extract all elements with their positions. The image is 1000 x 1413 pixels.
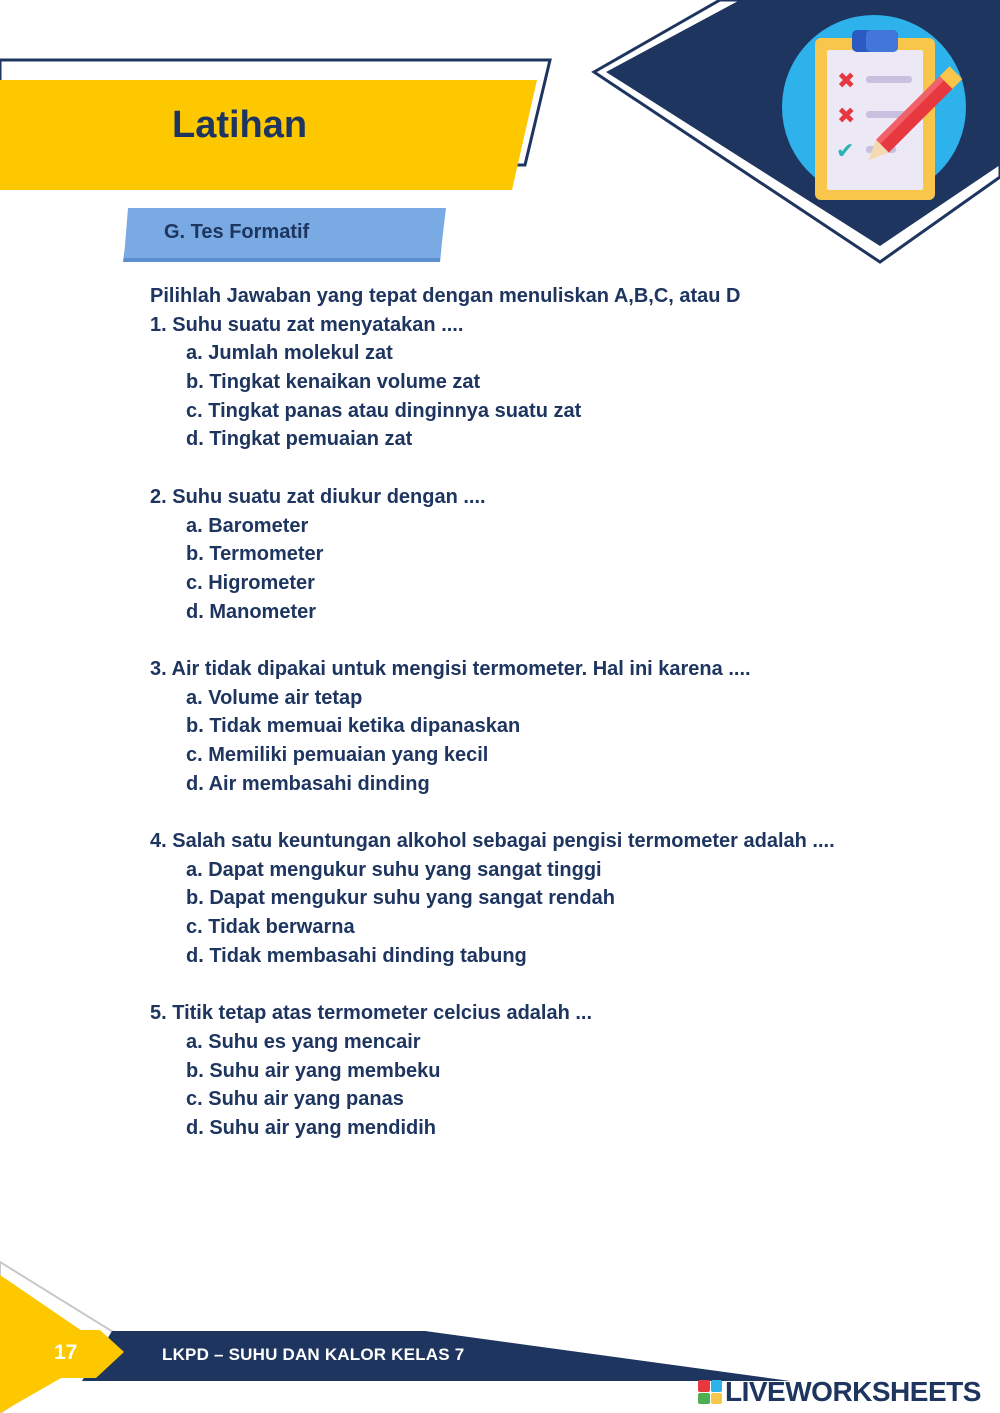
svg-text:✔: ✔ <box>836 139 855 164</box>
q5-option-c: c. Suhu air yang panas <box>186 1088 404 1111</box>
q2-option-c: c. Higrometer <box>186 571 315 594</box>
q2-option-b: b. Termometer <box>186 543 324 566</box>
q3-option-b: b. Tidak memuai ketika dipanaskan <box>186 715 521 738</box>
brand-name: LIVEWORKSHEETS <box>725 1376 981 1407</box>
page-number: 17 <box>54 1341 78 1364</box>
spacer <box>150 454 970 483</box>
q3-option-d: d. Air membasahi dinding <box>186 772 430 795</box>
section-label: G. Tes Formatif <box>164 221 310 243</box>
quiz-content <box>150 282 970 1143</box>
q3-option-c: c. Memiliki pemuaian yang kecil <box>186 744 489 766</box>
instructions: Pilihlah Jawaban yang tepat dengan menuliskan A,B,C, atau D <box>150 285 741 307</box>
q4-option-d: d. Tidak membasahi dinding tabung <box>186 944 527 967</box>
liveworksheets-logo-icon <box>698 1380 722 1404</box>
q5-option-a: a. Suhu es yang mencair <box>186 1030 421 1053</box>
spacer <box>150 971 970 1000</box>
question-3: 3. Air tidak dipakai untuk mengisi termometer. Hal ini karena .... <box>150 657 751 680</box>
svg-text:✖: ✖ <box>837 69 856 94</box>
q5-option-d: d. Suhu air yang mendidih <box>186 1116 437 1139</box>
question-2: 2. Suhu suatu zat diukur dengan .... <box>150 485 486 508</box>
question-5: 5. Titik tetap atas termometer celcius adalah ... <box>150 1002 593 1025</box>
page-title: Latihan <box>172 104 308 146</box>
spacer <box>150 626 970 655</box>
question-1: 1. Suhu suatu zat menyatakan .... <box>150 313 464 336</box>
q1-option-b: b. Tingkat kenaikan volume zat <box>186 371 481 394</box>
q4-option-b: b. Dapat mengukur suhu yang sangat rendah <box>186 887 615 910</box>
q3-option-a: a. Volume air tetap <box>186 686 363 709</box>
q1-option-c: c. Tingkat panas atau dinginnya suatu zat <box>186 399 582 422</box>
spacer <box>150 798 970 827</box>
q2-option-a: a. Barometer <box>186 514 309 537</box>
footer-title: LKPD – SUHU DAN KALOR KELAS 7 <box>162 1345 465 1364</box>
q4-option-c: c. Tidak berwarna <box>186 916 355 939</box>
q5-option-b: b. Suhu air yang membeku <box>186 1059 441 1082</box>
liveworksheets-brand[interactable] <box>698 1374 981 1410</box>
question-4: 4. Salah satu keuntungan alkohol sebagai pengisi termometer adalah .... <box>150 830 835 853</box>
q4-option-a: a. Dapat mengukur suhu yang sangat tinggi <box>186 858 602 881</box>
svg-text:✖: ✖ <box>837 104 856 129</box>
q2-option-d: d. Manometer <box>186 600 317 623</box>
q1-option-d: d. Tingkat pemuaian zat <box>186 428 413 451</box>
q1-option-a: a. Jumlah molekul zat <box>186 342 393 365</box>
